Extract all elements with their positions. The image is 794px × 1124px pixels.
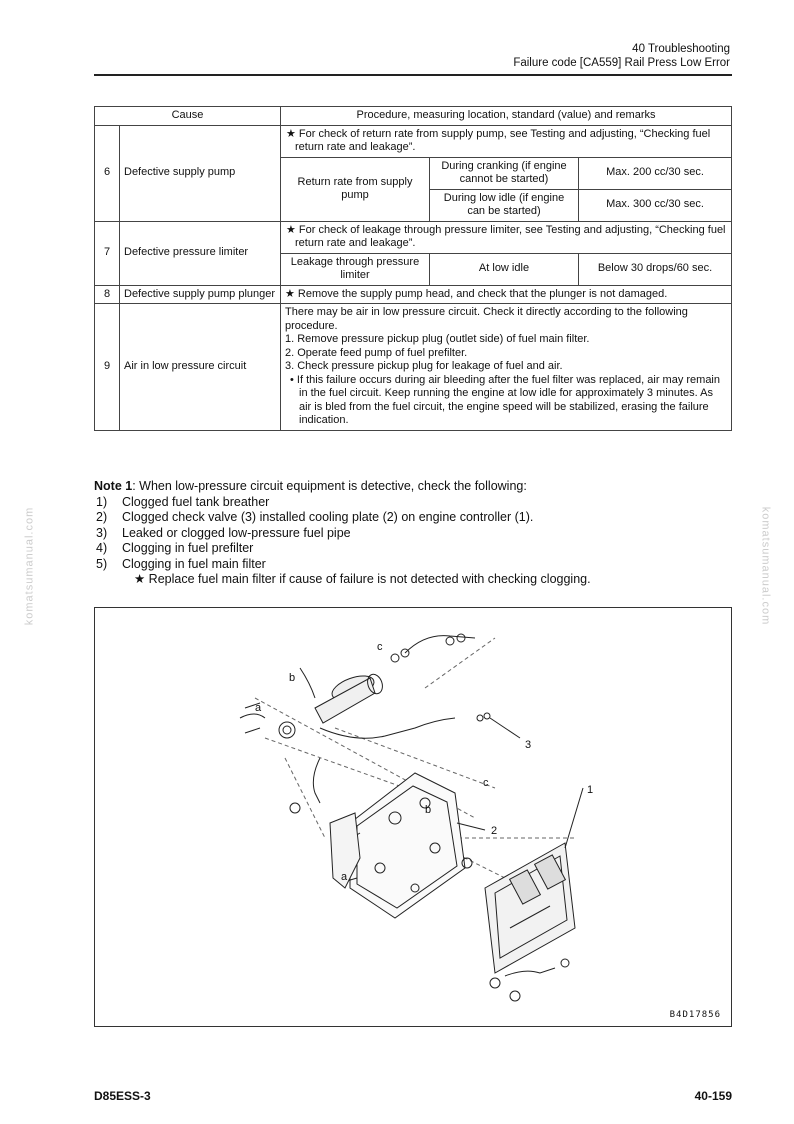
note-label: Note 1	[94, 479, 133, 493]
table-row	[95, 285, 732, 304]
row-number: 8	[95, 285, 120, 304]
table-row	[95, 221, 732, 285]
cause-cell: Defective pressure limiter	[120, 221, 281, 285]
standard-value: Max. 200 cc/30 sec.	[579, 157, 732, 189]
table-row	[95, 125, 732, 221]
procedure-cell	[281, 125, 732, 221]
col-procedure-header: Procedure, measuring location, standard (value) and remarks	[281, 107, 732, 126]
row-number: 9	[95, 304, 120, 431]
callout-2: 2	[491, 825, 498, 837]
check-item: Return rate from supply pump	[281, 157, 430, 221]
note-list	[94, 495, 591, 573]
footer-model: D85ESS-3	[94, 1089, 151, 1103]
cause-cell: Defective supply pump plunger	[120, 285, 281, 304]
procedure-note: ★ For check of return rate from supply pump, see Testing and adjusting, “Checking fuel return rate and leakage”.	[286, 127, 711, 153]
exploded-view-figure	[94, 607, 732, 1027]
procedure-line: There may be air in low pressure circuit. Check it directly according to the following procedure.	[285, 306, 688, 332]
fuel-system-diagram	[95, 608, 731, 1026]
row-number: 7	[95, 221, 120, 285]
list-item: 2) Clogged check valve (3) installed cooling plate (2) on engine controller (1).	[96, 510, 534, 524]
list-item: 5) Clogging in fuel main filter	[96, 556, 266, 571]
cause-cell: Defective supply pump	[120, 125, 281, 221]
procedure-cell: ★ Remove the supply pump head, and check that the plunger is not damaged.	[281, 285, 732, 304]
troubleshooting-table	[94, 106, 732, 431]
row-number: 6	[95, 125, 120, 221]
col-cause-header: Cause	[95, 107, 281, 126]
figure-code: B4D17856	[669, 1010, 721, 1020]
callout-1: 1	[587, 784, 594, 796]
page-header	[513, 42, 730, 70]
standard-table	[281, 253, 731, 285]
procedure-step: 3. Check pressure pickup plug for leakage of fuel and air.	[285, 360, 563, 372]
callout-c: c	[377, 641, 383, 653]
callout-a2: a	[341, 871, 348, 883]
cause-cell: Air in low pressure circuit	[120, 304, 281, 431]
table-row	[95, 304, 732, 431]
watermark-left: komatsumanual.com	[23, 506, 36, 626]
procedure-step: 2. Operate feed pump of fuel prefilter.	[285, 346, 468, 359]
list-item: 3) Leaked or clogged low-pressure fuel pipe	[96, 525, 351, 540]
table-header-row	[95, 107, 732, 126]
standard-table	[281, 157, 731, 221]
condition-cell: During low idle (if engine can be started)	[430, 189, 579, 221]
condition-cell: At low idle	[430, 253, 579, 285]
note-text: : When low-pressure circuit equipment is detective, check the following:	[132, 479, 527, 493]
procedure-note: ★ For check of leakage through pressure limiter, see Testing and adjusting, “Checking fuel return rate and leakage”.	[286, 223, 726, 249]
header-title: Failure code [CA559] Rail Press Low Error	[513, 57, 730, 69]
procedure-step: 1. Remove pressure pickup plug (outlet side) of fuel main filter.	[285, 333, 590, 345]
callout-b: b	[289, 672, 296, 684]
callout-b2: b	[425, 804, 432, 816]
list-item: 4) Clogging in fuel prefilter	[96, 541, 254, 555]
callout-a: a	[255, 702, 262, 714]
procedure-cell	[281, 304, 732, 431]
callout-c2: c	[483, 777, 489, 789]
procedure-bullet: • If this failure occurs during air bleeding after the fuel filter was replaced, air may remain in the fuel circuit. Keep running the engine at low idle for approximately 3 minutes. As air is bled from the fuel circuit, the engine speed will be stabilized, erasing the failure indication.	[290, 373, 720, 426]
footer-page-number: 40-159	[694, 1089, 732, 1103]
condition-cell: During cranking (if engine cannot be started)	[430, 157, 579, 189]
callout-3: 3	[525, 739, 532, 751]
watermark-right: komatsumanual.com	[759, 506, 772, 626]
list-item: 1) Clogged fuel tank breather	[96, 494, 270, 509]
star-note: ★ Replace fuel main filter if cause of failure is not detected with checking clogging.	[134, 572, 591, 586]
note-block	[94, 479, 591, 588]
standard-value: Below 30 drops/60 sec.	[579, 253, 732, 285]
procedure-cell	[281, 221, 732, 285]
standard-value: Max. 300 cc/30 sec.	[579, 189, 732, 221]
check-item: Leakage through pressure limiter	[281, 253, 430, 285]
header-rule	[94, 74, 732, 76]
header-section: 40 Troubleshooting	[632, 43, 730, 55]
